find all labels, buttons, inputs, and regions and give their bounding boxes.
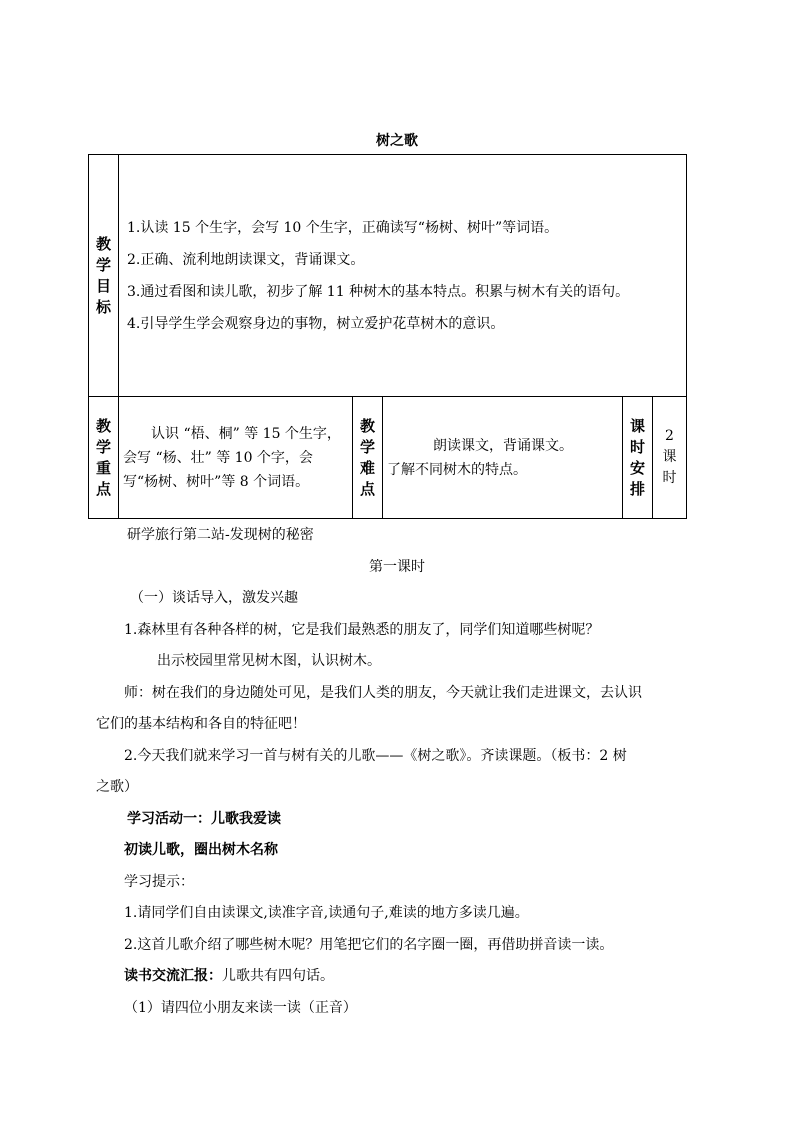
difficult-points-text: 朗读课文，背诵课文。 了解不同树木的特点。 [383,397,623,519]
tip-1: 1.请同学们自由读课文,读准字音,读通句子,难读的地方多读几遍。 [124,905,529,921]
teacher-line-1: 师：树在我们的身边随处可见，是我们人类的朋友，今天就让我们走进课文，去认识 [124,685,642,701]
report-line [124,965,334,985]
goal-item: 3.通过看图和读儿歌，初步了解 11 种树木的基本特点。积累与树木有关的语句。 [127,283,630,300]
question-2-line-1: 2.今天我们就来学习一首与树有关的儿歌——《树之歌》。齐读课题。（板书：2 树 [124,748,627,764]
question-2-line-2: 之歌） [96,779,138,795]
period-heading: 第一课时 [369,559,425,575]
activity-heading: 学习活动一：儿歌我爱读 [127,811,281,827]
step-1: （1）请四位小朋友来读一读（正音） [124,1000,357,1016]
report-text: 儿歌共有四句话。 [222,968,334,984]
key-points-text: 认识 “梧、桐” 等 15 个生字，会写 “杨、壮” 等 10 个字，会写“杨树、树叶”等 8 个词语。 [119,397,353,519]
intro-heading: （一）谈话导入，激发兴趣 [130,590,298,606]
schedule-label: 课 时 安 排 [623,397,653,519]
difficult-points-label: 教 学 难 点 [353,397,383,519]
goals-content [119,155,687,397]
goal-item: 4.引导学生学会观察身边的事物，树立爱护花草树木的意识。 [127,315,505,332]
schedule-value: 2 课 时 [653,397,687,519]
tips-label: 学习提示： [124,874,194,890]
page-title: 树之歌 [376,133,418,149]
goals-row [89,155,687,397]
first-read-heading: 初读儿歌，圈出树木名称 [124,842,278,858]
teacher-line-2: 它们的基本结构和各自的特征吧！ [96,716,306,732]
key-points-label: 教 学 重 点 [89,397,119,519]
goal-item: 1.认读 15 个生字，会写 10 个生字，正确读写“杨树、树叶”等词语。 [127,219,559,236]
show-images: 出示校园里常见树木图，认识树木。 [157,653,381,669]
focus-row [89,397,687,519]
tip-2: 2.这首儿歌介绍了哪些树木呢？用笔把它们的名字圈一圈，再借助拼音读一读。 [124,937,614,953]
goal-item: 2.正确、流利地朗读课文，背诵课文。 [127,251,365,268]
report-label: 读书交流汇报： [124,968,222,984]
goals-label: 教 学 目 标 [89,155,119,397]
question-1: 1.森林里有各种各样的树，它是我们最熟悉的朋友了，同学们知道哪些树呢？ [124,622,600,638]
subtitle: 研学旅行第二站-发现树的秘密 [127,527,314,543]
lesson-plan-table [88,154,687,519]
